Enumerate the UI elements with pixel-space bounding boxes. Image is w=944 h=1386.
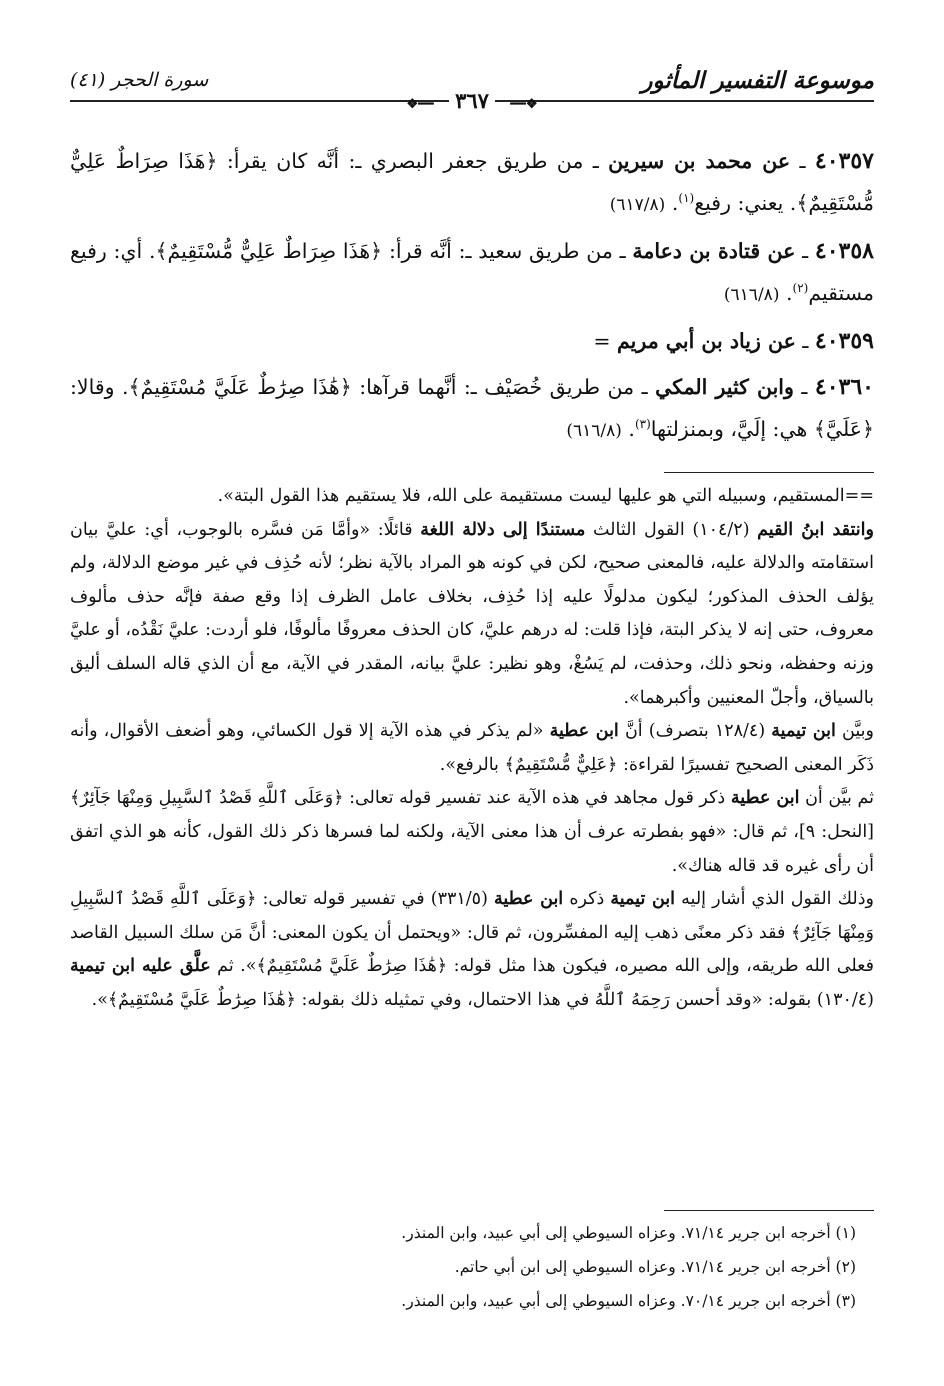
narration-number: ٤٠٣٥٨	[814, 238, 874, 264]
narration-number: ٤٠٣٦٠	[814, 374, 874, 400]
footnote: (٢) أخرجه ابن جرير ٧١/١٤. وعزاه السيوطي إلى ابن أبي حاتم.	[454, 1258, 856, 1276]
narrator-name: عن قتادة بن دعامة	[632, 239, 796, 263]
footnotes	[70, 1216, 874, 1318]
note-paragraph: ثم بيَّن أن ابن عطية ذكر قول مجاهد في هذه الآية عند تفسير قوله تعالى: ﴿وَعَلَى ٱللَّهِ قَصْدُ ٱلسَّبِيلِ وَمِنْهَا جَآئِرٌ﴾ [النحل: ٩]، ثم قال: «فهو بفطرته عرف أن هذا معنى الآية، ولكنه لما فسرها ذكر ذلك القول، كأنه هو الذي اتفق أن رأى غيره قد قاله هناك».	[70, 788, 875, 876]
narration-number: ٤٠٣٥٩	[814, 328, 874, 354]
narration-entry: ٤٠٣٥٨ ـ عن قتادة بن دعامة ـ من طريق سعيد ـ: أنَّه قرأ: ﴿هَذَا صِرَاطٌ عَلِيٌّ مُّسْتَقِيمٌ﴾. أي: رفيع مستقيم$^{(٢)}$. (٦١٦/٨)	[70, 238, 874, 305]
footnote: (١) أخرجه ابن جرير ٧١/١٤. وعزاه السيوطي إلى أبي عبيد، وابن المنذر.	[401, 1224, 856, 1242]
narration-entry: ٤٠٣٥٧ ـ عن محمد بن سيرين ـ من طريق جعفر البصري ـ: أنَّه كان يقرأ: ﴿هَذَا صِرَاطٌ عَلِيٌّ مُّسْتَقِيمٌ﴾. يعني: رفيع$^{(١)}$. (٦١٧/٨)	[70, 148, 874, 215]
ornament-icon: ❖━━	[510, 97, 538, 112]
narrator-name: عن زياد بن أبي مريم	[617, 329, 796, 353]
narration-text: من طريق خُصَيْف ـ: أنَّهما قرآها: ﴿هَٰذَا صِرَٰطٌ عَلَيَّ مُسْتَقِيمٌ﴾. وقالا: ﴿عَلَيَّ﴾ هي: إلَيَّ، وبمنزلتها	[70, 375, 874, 441]
footnotes-divider	[664, 1210, 874, 1211]
footnote-marker[interactable]: (١)	[678, 191, 695, 206]
narration-text: =	[593, 329, 611, 353]
note-paragraph: وبيَّن ابن تيمية (١٢٨/٤ بتصرف) أنَّ ابن عطية «لم يذكر في هذه الآية إلا قول الكسائي، وهو أضعف الأقوال، وأنه ذَكَر المعنى الصحيح تفسيرًا لقراءة: ﴿عَلِيٌّ مُّسْتَقِيمٌ﴾ بالرفع».	[70, 721, 874, 775]
narration-entry: ٤٠٣٥٩ ـ عن زياد بن أبي مريم =	[593, 328, 874, 354]
note-paragraph: ==المستقيم، وسبيله التي هو عليها ليست مستقيمة على الله، فلا يستقيم هذا القول البتة».	[217, 486, 874, 506]
narration-text: من طريق جعفر البصري ـ: أنَّه كان يقرأ: ﴿هَذَا صِرَاطٌ عَلِيٌّ مُّسْتَقِيمٌ﴾. يعني: رفيع	[70, 149, 874, 215]
volume-reference: (٦١٧/٨)	[609, 195, 666, 215]
narration-text: من طريق سعيد ـ: أنَّه قرأ: ﴿هَذَا صِرَاطٌ عَلِيٌّ مُّسْتَقِيمٌ﴾. أي: رفيع مستقيم	[70, 239, 874, 305]
narrations	[70, 140, 874, 456]
notes-divider	[664, 472, 874, 473]
page-number-row	[0, 88, 944, 113]
note-paragraph: وانتقد ابنُ القيم (١٠٤/٢) القول الثالث مستندًا إلى دلالة اللغة قائلًا: «وأمَّا مَن فسَّره بالوجوب، أي: عليَّ بيان استقامته والدلالة عليه، فالمعنى صحيح، لكن في كونه هو المراد بالآية نظر؛ لأنه حُذِف في غير موضع الدلالة، ولم يؤلف الحذف المذكور؛ ليكون مدلولًا عليه إذا حُذِف، بخلاف عامل الظرف إذا وقع صفة فإنَّه حذف مألوف معروف، حتى إنه لا يذكر البتة، فإذا قلت: له درهم عليَّ، كان الحذف معروفًا مألوفًا، فلو أردت: عليَّ نَقْدُه، أو عليَّ وزنه وحفظه، ونحو ذلك، وحذفت، لم يَسُغْ، وهو نظير: عليَّ بيانه، المقدر في الآية، مع أن الذي قاله السلف أليق بالسياق، وأجلّ المعنيين وأكبرهما».	[70, 519, 875, 708]
narration-number: ٤٠٣٥٧	[814, 148, 874, 174]
volume-reference: (٦١٦/٨)	[566, 421, 622, 441]
narrator-name: عن محمد بن سيرين	[608, 149, 791, 173]
narration-entry: ٤٠٣٦٠ ـ وابن كثير المكي ـ من طريق خُصَيْف ـ: أنَّهما قرآها: ﴿هَٰذَا صِرَٰطٌ عَلَيَّ مُسْتَقِيمٌ﴾. وقالا: ﴿عَلَيَّ﴾ هي: إلَيَّ، وبمنزلتها$^{(٣)}$. (٦١٦/٨)	[70, 374, 874, 441]
footnote-marker[interactable]: (٣)	[634, 417, 651, 432]
footnote: (٣) أخرجه ابن جرير ٧٠/١٤. وعزاه السيوطي إلى أبي عبيد، وابن المنذر.	[401, 1292, 856, 1310]
narrator-name: وابن كثير المكي	[655, 375, 794, 399]
note-paragraph: وذلك القول الذي أشار إليه ابن تيمية ذكره ابن عطية (٣٣١/٥) في تفسير قوله تعالى: ﴿وَعَلَى ٱللَّهِ قَصْدُ ٱلسَّبِيلِ وَمِنْهَا جَآئِرٌ﴾ فقد ذكر معنًى ذهب إليه المفسِّرون، ثم قال: «ويحتمل أن يكون المعنى: أنَّ مَن سلك السبيل القاصد فعلى الله طريقه، وإلى الله مصيره، فيكون هذا مثل قوله: ﴿هَٰذَا صِرَٰطٌ عَلَيَّ مُسْتَقِيمٌ﴾». ثم علَّق عليه ابن تيمية (١٣٠/٤) بقوله: «وقد أحسن رَحِمَهُ ٱللَّهُ في هذا الاحتمال، وفي تمثيله ذلك بقوله: ﴿هَٰذَا صِرَٰطٌ عَلَيَّ مُسْتَقِيمٌ﴾».	[70, 889, 874, 1010]
footnote-marker[interactable]: (٢)	[792, 281, 809, 296]
volume-reference: (٦١٦/٨)	[723, 285, 780, 305]
book-title: موسوعة التفسير المأثور	[641, 66, 874, 94]
commentary-notes	[70, 480, 874, 1018]
ornament-icon: ━━❖	[406, 97, 434, 112]
surah-label: سورة الحجر (٤١)	[70, 69, 209, 91]
page-number: ٣٦٧	[449, 88, 495, 113]
